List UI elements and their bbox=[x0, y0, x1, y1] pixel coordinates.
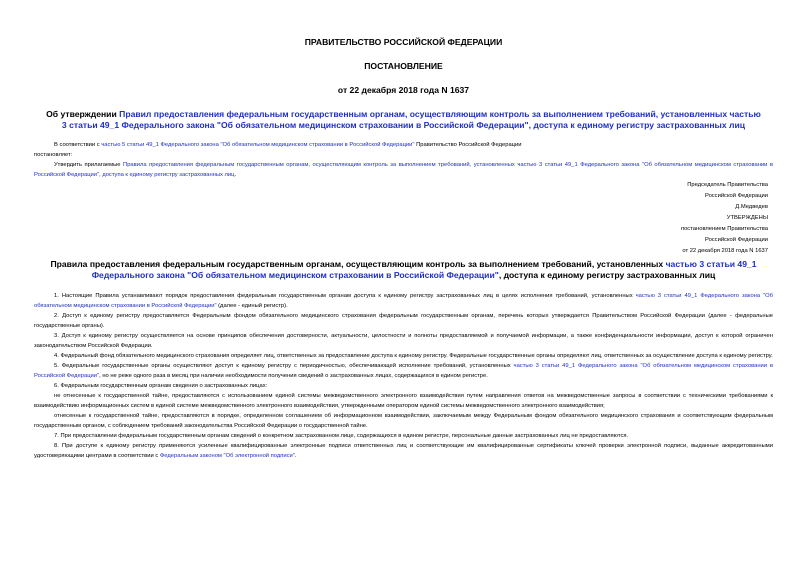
paragraph-text-end: (далее - единый регистр). bbox=[216, 302, 288, 309]
paragraph-5-law-link[interactable]: частью 3 статьи 49_1 Федерального закона "Об обязательном медицинском страховании в Российской Федерации" bbox=[34, 362, 773, 379]
signature-line: Председатель Правительства bbox=[687, 182, 768, 189]
rules-title-text: Правила предоставления федеральным государственным органам, осуществляющим контроль за выполнением требований, установленных bbox=[50, 258, 666, 269]
rules-paragraph-5 bbox=[34, 361, 773, 381]
rules-paragraph-4: 4. Федеральный фонд обязательного медицинского страхования определяет лиц, ответственных за предоставление доступа к единому регистру. Федеральные государственные органы определяют лиц, ответственных за осуществление доступа к единому регистру. bbox=[54, 352, 773, 359]
preamble-text: В соответствии с bbox=[54, 142, 102, 149]
paragraph-text-end: , но не реже одного раза в месяц при наличии необходимости получения сведений о застрахованных лицах, содержащихся в едином регистре. bbox=[99, 372, 488, 379]
signature-line: УТВЕРЖДЕНЫ bbox=[726, 215, 768, 222]
rules-paragraph-8 bbox=[34, 441, 773, 461]
paragraph-8-law-link[interactable]: Федеральным законом "Об электронной подписи" bbox=[159, 452, 295, 459]
resolves-line: постановляет: bbox=[34, 152, 73, 159]
government-heading: ПРАВИТЕЛЬСТВО РОССИЙСКОЙ ФЕДЕРАЦИИ bbox=[304, 37, 503, 47]
rules-paragraph-6a: не отнесенные к государственной тайне, предоставляются с использованием единой системы межведомственного электронного взаимодействия путем направления ответов на межведомственные запросы в соответствии с техническими требованиями к взаимодействию информационных систем в единой системе межведомственного электронного взаимодействия, утвержденными оператором единой системы межведомственного электронного взаимодействия; bbox=[34, 392, 773, 409]
rules-paragraph-3: 3. Доступ к единому регистру осуществляется на основе принципов обеспечения достоверности, актуальности, целостности и полноты предоставляемой и получаемой информации, а также конфиденциальности информации, доступ к которой ограничен законодательством Российской Федерации. bbox=[34, 332, 773, 349]
title-rules-link[interactable]: Правил предоставления федеральным государственным органам, осуществляющим контроль за выполнением требований, установленных частью 3 статьи 49_1 Федерального закона "Об обязательном медицинском страховании в Российской Федерации", доступа к единому регистру застрахованных лиц bbox=[61, 109, 761, 131]
signature-line: Российской Федерации bbox=[704, 193, 768, 200]
document-title bbox=[44, 109, 763, 131]
rules-paragraph-6: 6. Федеральным государственным органам сведения о застрахованных лицах: bbox=[54, 382, 268, 389]
approve-text: Утвердить прилагаемые bbox=[54, 162, 124, 169]
paragraph-text: 5. Федеральные государственные органы осуществляют доступ к единому регистру с периодичностью, обеспечивающей исполнение требований, установленных bbox=[54, 362, 514, 369]
paragraph-text: 8. При доступе к единому регистру применяются усиленные квалифицированные электронные подписи ответственных лиц и соответствующие им квалифицированные сертификаты ключей проверки электронной подписи, выданные аккредитованными удостоверяющими центрами в соответствии с bbox=[34, 442, 773, 459]
approve-rules-link[interactable]: Правила предоставления федеральным государственным органам, осуществляющим контроль за выполнением требований, установленных частью 3 статьи 49_1 Федерального закона "Об обязательном медицинском страховании в Российской Федерации", доступа к единому регистру застрахованных лиц bbox=[34, 162, 773, 179]
rules-paragraph-6b: отнесенные к государственной тайне, предоставляются в порядке, определенном соглашением об информационном взаимодействии, заключаемым между Федеральным фондом обязательного медицинского страхования и соответствующим федеральным государственным органом, с соблюдением требований законодательства Российской Федерации о государственной тайне. bbox=[34, 412, 773, 429]
signature-line: от 22 декабря 2018 года N 1637 bbox=[682, 247, 768, 254]
paragraph-text-end: . bbox=[294, 452, 297, 459]
preamble-text-end: Правительство Российской Федерации bbox=[414, 142, 522, 149]
approve-text-end: . bbox=[234, 172, 237, 179]
rules-paragraph-1 bbox=[34, 291, 773, 311]
rules-body bbox=[34, 291, 773, 461]
title-prefix: Об утверждении bbox=[46, 109, 120, 119]
paragraph-1-law-link[interactable]: частью 3 статьи 49_1 Федерального закона "Об обязательном медицинском страховании в Российской Федерации" bbox=[34, 292, 773, 309]
rules-paragraph-7: 7. При предоставлении федеральным государственным органам сведений о конкретном застрахованном лице, содержащихся в едином регистре, персональные данные застрахованных лиц не предоставляются. bbox=[54, 432, 629, 439]
signature-line: Д.Медведев bbox=[735, 204, 768, 211]
preamble-law-link[interactable]: частью 5 статьи 49_1 Федерального закона "Об обязательном медицинском страховании в Российской Федерации" bbox=[101, 142, 415, 149]
paragraph-text: 1. Настоящие Правила устанавливают порядок предоставления федеральным государственным органам доступа к единому регистру застрахованных лиц в целях исполнения требований, установленных bbox=[54, 292, 636, 299]
rules-title-text-end: , доступа к единому регистру застрахованных лиц bbox=[498, 269, 716, 280]
preamble-paragraph bbox=[34, 140, 773, 150]
rules-paragraph-2: 2. Доступ к единому регистру предоставляется Федеральным фондом обязательного медицинского страхования федеральным государственным органам, перечень которых утверждается Правительством Российской Федерации (далее - федеральные государственные органы). bbox=[34, 312, 773, 329]
document-date-number: от 22 декабря 2018 года N 1637 bbox=[337, 85, 470, 95]
document-type-heading: ПОСТАНОВЛЕНИЕ bbox=[364, 61, 443, 71]
approve-paragraph bbox=[34, 160, 773, 180]
rules-title bbox=[40, 259, 767, 281]
signature-block bbox=[34, 180, 773, 256]
signature-line: постановлением Правительства bbox=[680, 226, 768, 233]
rules-title-law-link[interactable]: частью 3 статьи 49_1 Федерального закона "Об обязательном медицинском страховании в Российской Федерации" bbox=[91, 258, 757, 280]
signature-line: Российской Федерации bbox=[704, 236, 768, 243]
